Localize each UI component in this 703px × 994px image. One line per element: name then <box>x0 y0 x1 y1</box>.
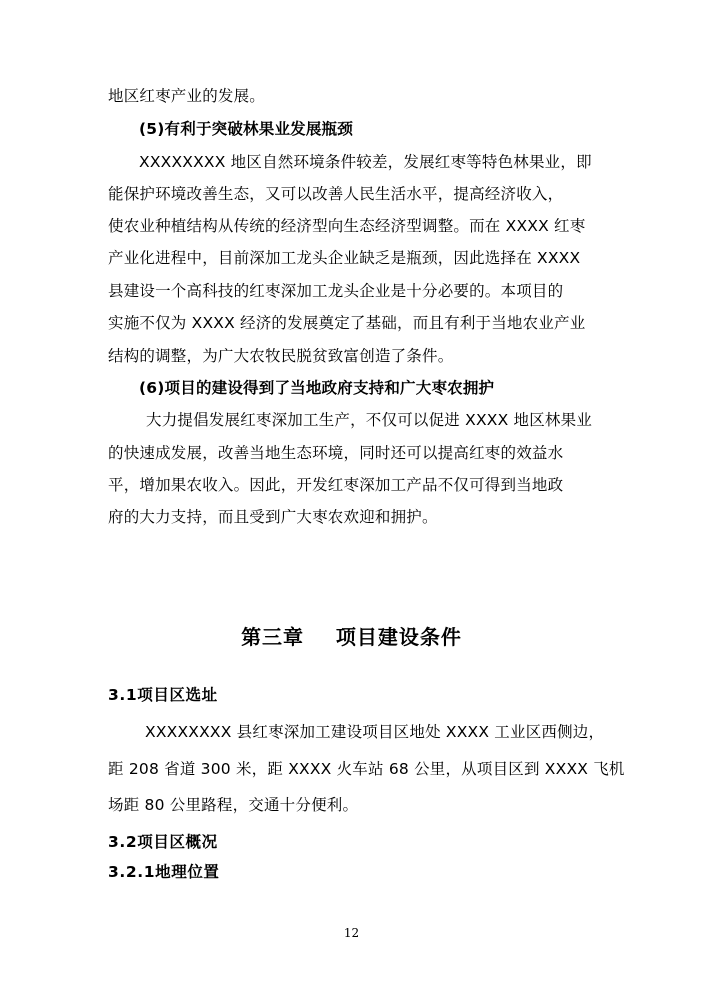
paragraph-line: 能保护环境改善生态，又可以改善人民生活水平，提高经济收入， <box>108 185 564 203</box>
paragraph-line: 产业化进程中，目前深加工龙头企业缺乏是瓶颈，因此选择在 XXXX <box>108 249 581 267</box>
chapter-title: 第三章 项目建设条件 <box>241 625 462 649</box>
subheading-6: (6)项目的建设得到了当地政府支持和广大枣农拥护 <box>139 379 495 397</box>
section-heading-3-2-1: 3.2.1地理位置 <box>108 863 220 881</box>
section-heading-3-2: 3.2项目区概况 <box>108 833 218 851</box>
paragraph-line: 的快速成发展，改善当地生态环境，同时还可以提高红枣的效益水 <box>108 444 564 462</box>
paragraph-line: 场距 80 公里路程，交通十分便利。 <box>108 796 359 814</box>
subheading-5: (5)有利于突破林果业发展瓶颈 <box>139 120 353 138</box>
paragraph-line: 地区红枣产业的发展。 <box>108 87 266 105</box>
paragraph-line: 距 208 省道 300 米，距 XXXX 火车站 68 公里，从项目区到 XXXX 飞机 <box>108 760 625 778</box>
paragraph-line: 县建设一个高科技的红枣深加工龙头企业是十分必要的。本项目的 <box>108 282 564 300</box>
section-heading-3-1: 3.1项目区选址 <box>108 686 218 704</box>
paragraph-line: XXXXXXXX 地区自然环境条件较差，发展红枣等特色林果业，即 <box>139 153 592 171</box>
page-number: 12 <box>343 926 360 940</box>
paragraph-line: 府的大力支持，而且受到广大枣农欢迎和拥护。 <box>108 508 438 526</box>
paragraph-line: XXXXXXXX 县红枣深加工建设项目区地处 XXXX 工业区西侧边， <box>145 723 605 741</box>
paragraph-line: 实施不仅为 XXXX 经济的发展奠定了基础，而且有利于当地农业产业 <box>108 314 586 332</box>
paragraph-line: 大力提倡发展红枣深加工生产，不仅可以促进 XXXX 地区林果业 <box>146 411 593 429</box>
paragraph-line: 使农业种植结构从传统的经济型向生态经济型调整。而在 XXXX 红枣 <box>108 217 586 235</box>
paragraph-line: 平，增加果农收入。因此，开发红枣深加工产品不仅可得到当地政 <box>108 476 564 494</box>
paragraph-line: 结构的调整，为广大农牧民脱贫致富创造了条件。 <box>108 347 454 365</box>
